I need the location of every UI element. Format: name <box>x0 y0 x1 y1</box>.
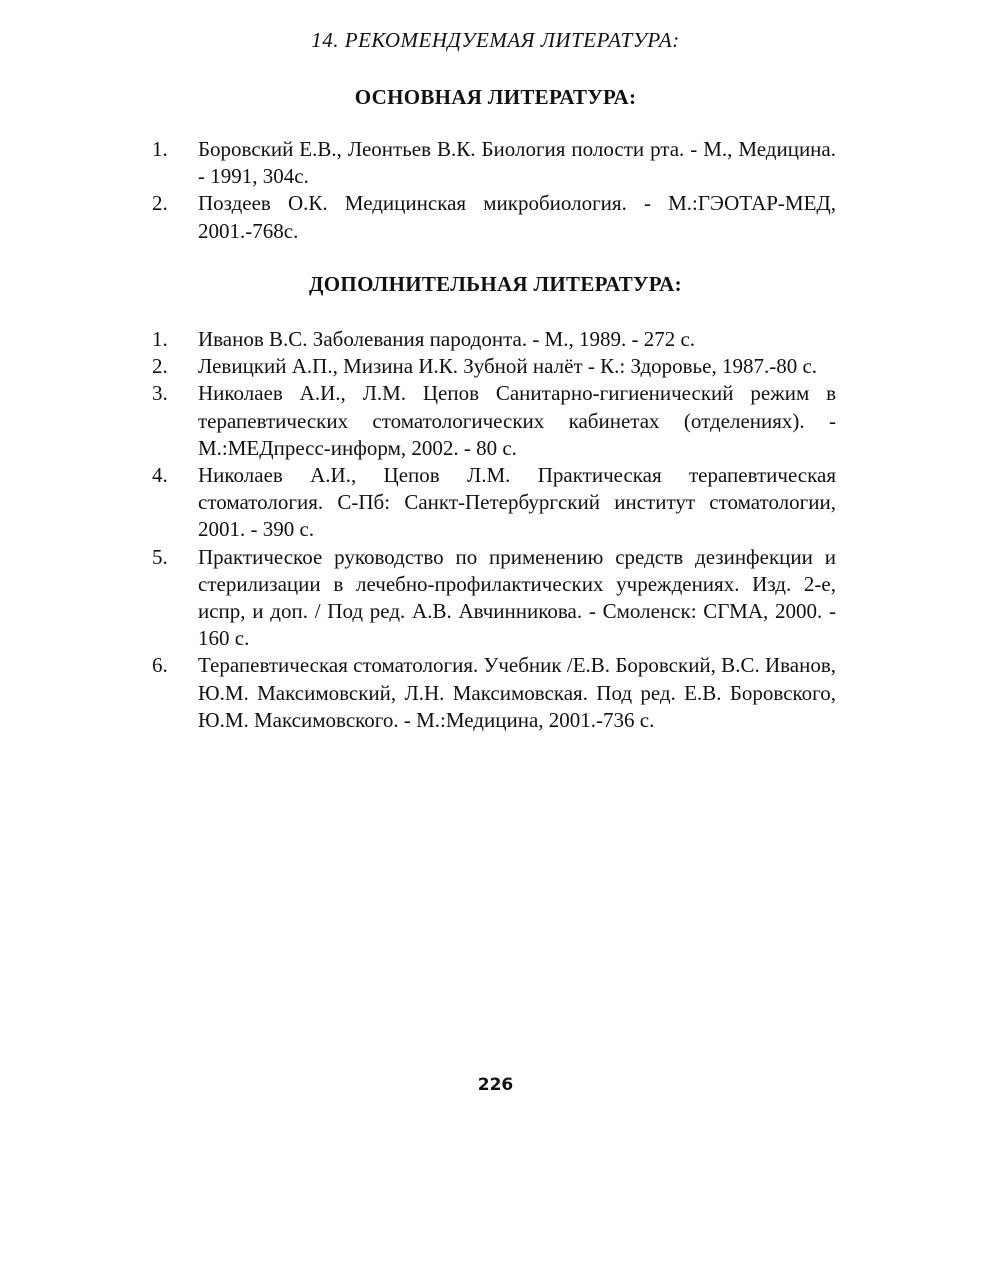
page-number: 226 <box>477 1075 514 1095</box>
list-item <box>152 353 836 380</box>
main-literature-list <box>152 136 836 245</box>
list-item-number: 2. <box>152 191 168 216</box>
list-item-text: Николаев А.И., Цепов Л.М. Практическая терапевтическая стоматология. С-Пб: Санкт-Петербургский институт стоматологии, 2001. - 390 с. <box>198 463 836 542</box>
list-item <box>152 326 836 353</box>
list-item <box>152 462 836 544</box>
list-item-text: Иванов В.С. Заболевания пародонта. - М., 1989. - 272 с. <box>198 327 696 351</box>
page-heading: 14. РЕКОМЕНДУЕМАЯ ЛИТЕРАТУРА: <box>311 28 680 52</box>
list-item-text: Николаев А.И., Л.М. Цепов Санитарно-гигиенический режим в терапевтических стоматологических кабинетах (отделениях). - М.:МЕДпресс-информ, 2002. - 80 с. <box>198 381 836 460</box>
list-item-text: Поздеев О.К. Медицинская микробиология. - М.:ГЭОТАР-МЕД, 2001.-768с. <box>198 191 836 243</box>
list-item-text: Практическое руководство по применению средств дезинфекции и стерилизации в лечебно-профилактических учреждениях. Изд. 2-е, испр, и доп. / Под ред. А.В. Авчинникова. - Смоленск: СГМА, 2000. - 160 с. <box>198 544 836 651</box>
list-item <box>152 652 836 734</box>
additional-literature-list <box>152 326 836 734</box>
list-item-number: 6. <box>152 653 168 678</box>
list-item-number: 1. <box>152 137 168 161</box>
list-item <box>152 544 836 653</box>
list-item <box>152 380 836 462</box>
list-item <box>152 190 836 244</box>
list-item-text: Боровский Е.В., Леонтьев В.К. Биология полости рта. - М., Медицина. - 1991, 304с. <box>198 137 836 189</box>
list-item-number: 4. <box>152 463 168 488</box>
list-item <box>152 136 836 190</box>
main-literature-title: ОСНОВНАЯ ЛИТЕРАТУРА: <box>354 85 637 109</box>
additional-literature-title: ДОПОЛНИТЕЛЬНАЯ ЛИТЕРАТУРА: <box>309 272 682 296</box>
list-item-number: 2. <box>152 354 168 379</box>
list-item-text: Терапевтическая стоматология. Учебник /Е.В. Боровский, В.С. Иванов, Ю.М. Максимовский, Л.Н. Максимовская. Под ред. Е.В. Боровского, Ю.М. Максимовского. - М.:Медицина, 2001.-736 с. <box>198 653 836 732</box>
list-item-text: Левицкий А.П., Мизина И.К. Зубной налёт - К.: Здоровье, 1987.-80 с. <box>198 354 818 379</box>
list-item-number: 1. <box>152 327 168 351</box>
list-item-number: 5. <box>152 544 168 569</box>
list-item-number: 3. <box>152 381 168 406</box>
